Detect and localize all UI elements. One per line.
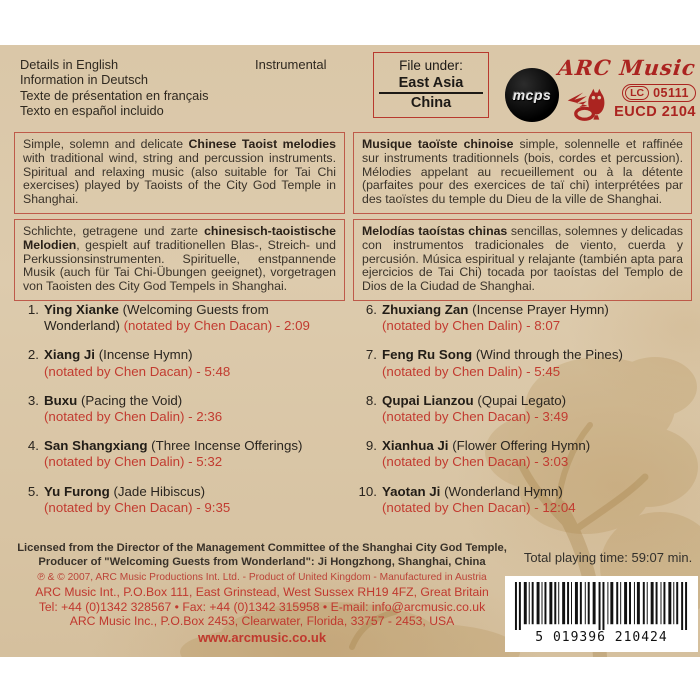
track-credit: (notated by Chen Dacan) - 12:04 (382, 499, 576, 515)
track-subtitle: (Qupai Legato) (477, 392, 567, 408)
track-credit: (notated by Chen Dalin) - 5:32 (44, 454, 223, 470)
license-line-2: Producer of "Welcoming Guests from Wonderland": Ji Hongzhong, Shanghai, China (38, 555, 486, 568)
description-english-pre: Simple, solemn and delicate (23, 137, 189, 151)
contact-line: Tel: +44 (0)1342 328567 • Fax: +44 (0)1342 315958 • E-mail: info@arcmusic.co.uk (38, 599, 486, 614)
track-credit: (notated by Chen Dacan) - 3:03 (382, 454, 569, 470)
description-spanish-post: sencillas, solemnes y delicadas con instrumentos tradicionales de viento, cuerda y percusión. Música espiritual y relajante (también apta para ejercicios de Tai Chi) tocada por taoístas del Templo de Dios de la Ciudad de Shanghai. (362, 223, 683, 294)
description-german (14, 219, 345, 301)
track-subtitle: (Incense Hymn) (98, 347, 193, 363)
track-subtitle: (Wonderland Hymn) (444, 483, 563, 499)
track-number: 8. (365, 392, 377, 408)
owl-icon (567, 82, 611, 122)
description-spanish (353, 219, 692, 301)
track-row-9 (358, 438, 692, 470)
track-subtitle: (Wind through the Pines) (475, 347, 623, 363)
license-statement (8, 542, 516, 569)
track-row-10 (358, 484, 692, 516)
track-row-2 (20, 347, 342, 379)
track-title: Buxu (44, 392, 78, 408)
track-credit: (notated by Chen Dacan) - 3:49 (382, 409, 569, 425)
track-title: Ying Xianke (44, 302, 119, 317)
lc-code-text: LC (625, 86, 649, 100)
address-uk: ARC Music Int., P.O.Box 111, East Grinstead, West Sussex RH19 4FZ, Great Britain (35, 585, 489, 599)
language-line-german: Information in Deutsch (20, 72, 149, 88)
track-credit: (notated by Chen Dacan) - 9:35 (44, 499, 231, 515)
barcode-digits: 5 019396 210424 (535, 630, 668, 645)
description-french (353, 132, 692, 214)
track-number: 7. (365, 347, 377, 363)
track-credit: (notated by Chen Dacan) - 2:09 (123, 318, 310, 334)
description-german-pre: Schlichte, getragene und zarte (23, 223, 205, 238)
language-line-french: Texte de présentation en français (20, 87, 209, 103)
track-number: 1. (27, 302, 39, 317)
track-number: 10. (358, 483, 377, 499)
track-title: Qupai Lianzou (382, 392, 474, 408)
description-english-post: with traditional wind, string and percussion instruments. Spiritual and relaxing music (also suitable for Tai Chi exercises) played by Taoists of the City God Temple in Shanghai. (23, 150, 336, 207)
track-row-7 (358, 347, 692, 379)
track-row-8 (358, 393, 692, 425)
description-french-post: simple, solennelle et raffinée sur instruments traditionnels (bois, cordes et percussion). Mélodies appelant au recueillement ou à la détente (parfaites pour des exercices de taï chi) interprétées par des taoïstes du temple du Dieu de la ville de Shanghai. (362, 137, 683, 207)
track-title: Xianhua Ji (382, 438, 449, 454)
copyright-line: ℗ & © 2007, ARC Music Productions Int. Ltd. - Product of United Kingdom - Manufactured in Austria (37, 572, 487, 583)
track-title: Yaotan Ji (382, 483, 441, 499)
track-row-1 (20, 302, 342, 334)
track-row-3 (20, 393, 342, 425)
track-listing (20, 302, 692, 529)
license-line-1: Licensed from the Director of the Management Committee of the Shanghai City God Temple, (17, 542, 507, 554)
track-subtitle: (Jade Hibiscus) (113, 483, 206, 499)
track-subtitle: (Pacing the Void) (80, 392, 183, 408)
file-under-box (373, 52, 489, 118)
arc-music-logo-block (556, 55, 696, 122)
description-german-bold: chinesisch-taoistische Melodien (23, 223, 336, 252)
track-title: Feng Ru Song (382, 347, 473, 363)
track-number: 4. (27, 438, 39, 454)
track-credit: (notated by Chen Dalin) - 8:07 (382, 318, 561, 334)
track-title: Yu Furong (44, 483, 110, 499)
lc-label-pill (622, 84, 696, 102)
lc-number-text: 05111 (653, 86, 689, 100)
description-english-bold: Chinese Taoist melodies (188, 137, 336, 151)
track-row-4 (20, 438, 342, 470)
description-grid (14, 132, 692, 301)
track-credit: (notated by Chen Dalin) - 2:36 (44, 409, 223, 425)
file-under-label: File under: (399, 58, 463, 73)
track-number: 5. (27, 483, 39, 499)
publisher-contact-block (8, 572, 516, 645)
mcps-logo-text: mcps (512, 87, 552, 103)
arc-music-brand-text: ARC Music (556, 55, 698, 80)
description-english (14, 132, 345, 214)
mcps-logo (505, 68, 559, 122)
track-number: 2. (27, 347, 39, 363)
total-playing-time: Total playing time: 59:07 min. (523, 550, 693, 565)
track-subtitle: (Flower Offering Hymn) (452, 438, 591, 454)
description-french-bold: Musique taoïste chinoise (362, 137, 514, 151)
file-under-region: East Asia (379, 75, 483, 94)
language-availability-list (20, 57, 209, 119)
track-subtitle: (Incense Prayer Hymn) (472, 302, 609, 317)
address-usa: ARC Music Inc., P.O.Box 2453, Clearwater, Florida, 33757 - 2453, USA (69, 614, 455, 629)
track-title: Xiang Ji (44, 347, 95, 363)
track-row-5 (20, 484, 342, 516)
track-row-6 (358, 302, 692, 334)
catalog-number: EUCD 2104 (614, 104, 696, 120)
website-url: www.arcmusic.co.uk (197, 629, 327, 645)
file-under-country: China (410, 95, 452, 111)
track-column-left (20, 302, 342, 529)
track-subtitle: (Welcoming Guests from Wonderland) (44, 302, 269, 334)
track-number: 9. (365, 438, 377, 454)
cover-card (0, 45, 700, 657)
instrumental-label: Instrumental (255, 57, 327, 72)
track-number: 6. (365, 302, 377, 317)
track-credit: (notated by Chen Dalin) - 5:45 (382, 363, 561, 379)
track-subtitle: (Three Incense Offerings) (151, 438, 303, 454)
description-spanish-bold: Melodías taoístas chinas (362, 223, 508, 238)
language-line-english: Details in English (20, 57, 119, 72)
track-column-right (358, 302, 692, 529)
track-title: Zhuxiang Zan (382, 302, 469, 317)
language-line-spanish: Texto en español incluido (20, 103, 164, 119)
description-german-post: , gespielt auf traditionellen Blas-, Streich- und Perkussionsinstrumenten. Spirituelle, enstpannende Musik (auch für Tai Chi-Übungen geeignet), vorgetragen von Taoisten des City God Tempels in Shanghai. (23, 237, 336, 294)
barcode (505, 576, 698, 652)
track-credit: (notated by Chen Dacan) - 5:48 (44, 363, 231, 379)
barcode-bars (513, 582, 690, 630)
track-title: San Shangxiang (44, 438, 148, 454)
track-number: 3. (27, 392, 39, 408)
